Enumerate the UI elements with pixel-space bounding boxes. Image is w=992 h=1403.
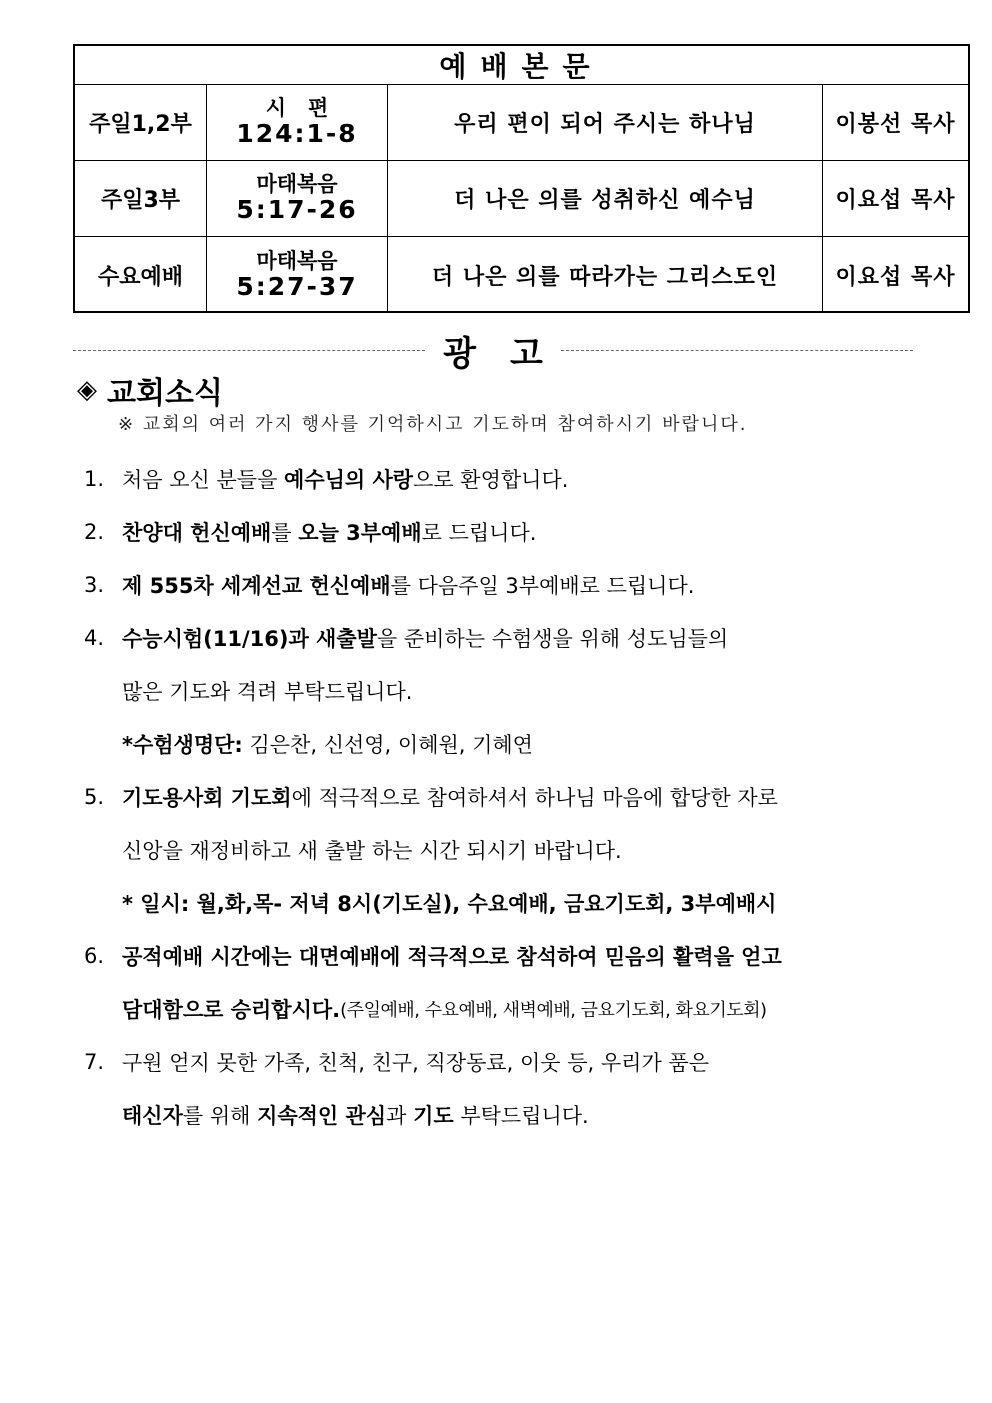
table-row <box>75 85 968 161</box>
church-news-heading <box>77 368 223 412</box>
item-number: 1. <box>84 466 105 491</box>
item-emphasis: 오늘 3부예배 <box>298 520 422 545</box>
preacher-name: 이봉선 목사 <box>835 112 956 137</box>
list-item <box>84 452 964 505</box>
list-item-continuation <box>84 876 964 929</box>
list-item <box>84 929 964 982</box>
item-emphasis: 예수님의 사랑 <box>284 467 414 492</box>
item-emphasis: 기도용사회 기도회 <box>122 785 292 810</box>
item-text: 처음 오신 분들을 <box>122 467 285 492</box>
scripture-book: 마태복음 <box>256 172 338 197</box>
item-text: 많은 기도와 격려 부탁드립니다. <box>122 679 413 704</box>
scripture-cell <box>207 237 388 313</box>
item-number: 4. <box>84 625 105 650</box>
scripture-book: 마태복음 <box>256 248 338 273</box>
item-number: 6. <box>84 943 105 968</box>
item-text: (주일예배, 수요예배, 새벽예배, 금요기도회, 화요기도회) <box>340 999 767 1021</box>
scripture-reference: 5:27-37 <box>236 271 358 301</box>
service-name: 주일3부 <box>75 161 207 236</box>
item-text: 신앙을 재정비하고 새 출발 하는 시간 되시기 바랍니다. <box>122 838 622 863</box>
scripture-cell <box>207 85 388 160</box>
item-text: 으로 환영합니다. <box>413 467 569 492</box>
item-text: 김은찬, 신선영, 이혜원, 기혜연 <box>242 732 533 757</box>
item-number: 2. <box>84 519 105 544</box>
list-item <box>84 1035 964 1088</box>
preacher-name: 이요섭 목사 <box>835 188 956 213</box>
table-title: 예배본문 <box>439 50 604 83</box>
scripture-book: 시 편 <box>265 96 329 121</box>
table-title-row <box>75 46 968 85</box>
dashed-divider <box>561 350 913 351</box>
sermon-title: 더 나은 의를 성취하신 예수님 <box>388 161 823 236</box>
scripture-reference: 5:17-26 <box>236 195 358 225</box>
list-item-continuation <box>84 982 964 1035</box>
item-emphasis: 찬양대 헌신예배 <box>122 520 272 545</box>
item-text: 을 준비하는 수험생을 위해 성도님들의 <box>376 626 729 651</box>
item-text: 를 위해 <box>182 1103 258 1128</box>
item-number: 5. <box>84 784 105 809</box>
church-news-title: 교회소식 <box>107 376 223 411</box>
service-name: 주일1,2부 <box>75 85 207 160</box>
scripture-cell <box>207 161 388 236</box>
church-news-note: ※ 교회의 여러 가지 행사를 기억하시고 기도하며 참여하시기 바랍니다. <box>118 414 748 435</box>
list-item-continuation <box>84 823 964 876</box>
table-row <box>75 161 968 237</box>
table-row <box>75 237 968 313</box>
announcements-title: 광고 <box>443 333 577 374</box>
item-emphasis: 지속적인 관심 <box>257 1103 387 1128</box>
item-emphasis: 수능시험(11/16)과 새출발 <box>122 626 377 651</box>
sermon-title: 우리 편이 되어 주시는 하나님 <box>388 85 823 160</box>
worship-scripture-table <box>73 44 970 313</box>
list-item <box>84 505 964 558</box>
list-item <box>84 611 964 664</box>
item-emphasis: 공적예배 시간에는 대면예배에 적극적으로 참석하여 믿음의 활력을 얻고 <box>122 944 782 969</box>
service-name: 수요예배 <box>75 237 207 313</box>
list-item-continuation <box>84 717 964 770</box>
item-emphasis: 담대함으로 승리합시다. <box>122 997 341 1022</box>
item-text: 에 적극적으로 참여하셔서 하나님 마음에 합당한 자로 <box>291 785 778 810</box>
item-text: 구원 얻지 못한 가족, 친척, 친구, 직장동료, 이웃 등, 우리가 품은 <box>122 1050 709 1075</box>
item-text: 과 <box>386 1103 414 1128</box>
item-emphasis: 제 555차 세계선교 헌신예배 <box>122 573 391 598</box>
item-emphasis: 기도 <box>413 1103 454 1128</box>
item-emphasis: *수험생명단: <box>122 732 243 757</box>
sermon-title: 더 나은 의를 따라가는 그리스도인 <box>388 237 823 313</box>
diamond-bullet-icon: ◈ <box>77 375 97 405</box>
dashed-divider <box>73 350 425 351</box>
item-text: 를 다음주일 3부예배로 드립니다. <box>390 573 695 598</box>
item-emphasis: 태신자 <box>122 1103 183 1128</box>
item-text: 로 드립니다. <box>421 520 537 545</box>
item-number: 7. <box>84 1049 105 1074</box>
item-text: 부탁드립니다. <box>453 1103 589 1128</box>
preacher-name: 이요섭 목사 <box>835 264 956 290</box>
list-item <box>84 558 964 611</box>
list-item-continuation <box>84 664 964 717</box>
list-item <box>84 770 964 823</box>
item-number: 3. <box>84 572 105 597</box>
item-emphasis: * 일시: 월,화,목- 저녁 8시(기도실), 수요예배, 금요기도회, 3부예배시 <box>122 891 777 916</box>
item-text: 를 <box>271 520 299 545</box>
announcement-list <box>84 452 964 1141</box>
scripture-reference: 124:1-8 <box>236 119 358 149</box>
list-item-continuation <box>84 1088 964 1141</box>
